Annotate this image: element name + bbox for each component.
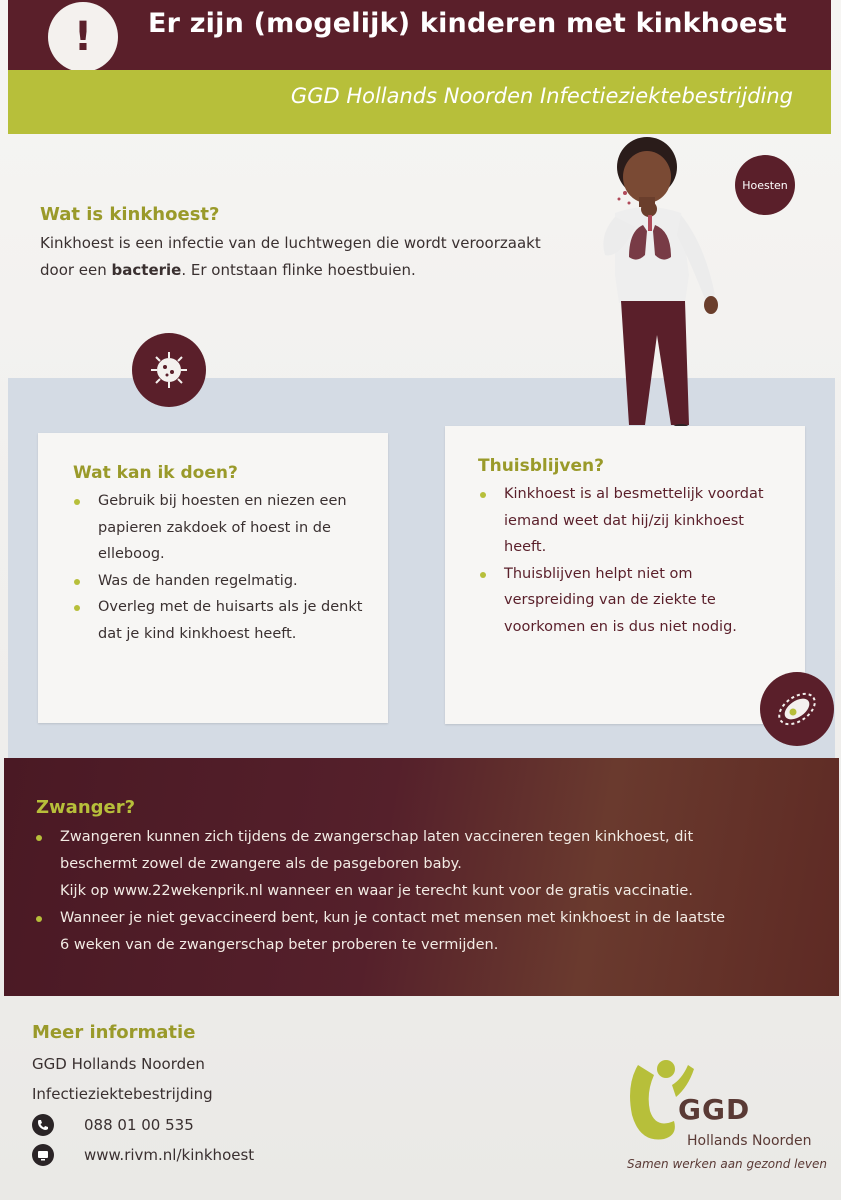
org-department: Infectieziektebestrijding (32, 1085, 213, 1103)
page-subtitle: GGD Hollands Noorden Infectieziektebestrijding (290, 84, 793, 108)
intro-text-part: . Er ontstaan flinke hoestbuien. (181, 261, 416, 279)
list-item: Kinkhoest is al besmettelijk voordat iemand weet dat hij/zij kinkhoest heeft. (478, 481, 778, 561)
logo-text: GGD (678, 1093, 751, 1126)
list-item (34, 824, 814, 905)
list-item-line: Kijk op www.22wekenprik.nl wanneer en waar je terecht kunt voor de gratis vaccinatie. (60, 883, 693, 899)
intro-text-part: Kinkhoest is een infectie van de luchtwegen die wordt veroorzaakt door een (40, 234, 541, 279)
stay-home-card (445, 426, 805, 724)
logo-slogan: Samen werken aan gezond leven (627, 1157, 827, 1171)
list-item: Thuisblijven helpt niet om verspreiding van de ziekte te voorkomen en is dus niet nodig. (478, 561, 778, 641)
what-can-i-do-heading: Wat kan ik doen? (73, 463, 238, 483)
list-item-line: Wanneer je niet gevaccineerd bent, kun je contact met mensen met kinkhoest in de laatste (60, 910, 726, 926)
website-row (32, 1144, 254, 1166)
phone-icon (32, 1114, 54, 1136)
list-item: Gebruik bij hoesten en niezen een papieren zakdoek of hoest in de elleboog. (72, 488, 367, 568)
pregnancy-section (4, 758, 839, 996)
list-item-line: beschermt zowel de zwangere als de pasgeboren baby. (60, 856, 462, 872)
pregnancy-list (34, 824, 814, 959)
list-item-line: Zwangeren kunnen zich tijdens de zwangerschap laten vaccineren tegen kinkhoest, dit (60, 829, 694, 845)
stay-home-list (478, 481, 778, 640)
page-title: Er zijn (mogelijk) kinderen met kinkhoest (148, 8, 787, 39)
coughing-child-illustration (585, 135, 745, 455)
more-info-heading: Meer informatie (32, 1022, 196, 1043)
intro-text-bold: bacterie (111, 261, 182, 279)
cough-badge: Hoesten (735, 155, 795, 215)
exclamation-icon: ! (48, 2, 118, 72)
header-bar (8, 0, 831, 70)
what-can-i-do-card (38, 433, 388, 723)
what-can-i-do-list (72, 488, 367, 647)
list-item-line: 6 weken van de zwangerschap beter proberen te vermijden. (60, 937, 499, 953)
phone-row (32, 1114, 194, 1136)
stay-home-heading: Thuisblijven? (478, 456, 604, 476)
virus-glyph (147, 348, 191, 392)
virus-icon (132, 333, 206, 407)
logo-region: Hollands Noorden (687, 1133, 812, 1149)
list-item (34, 905, 814, 959)
pregnancy-heading: Zwanger? (36, 797, 136, 818)
monitor-icon (32, 1144, 54, 1166)
intro-heading: Wat is kinkhoest? (40, 204, 220, 225)
org-name: GGD Hollands Noorden (32, 1055, 205, 1073)
list-item: Was de handen regelmatig. (72, 568, 367, 595)
subtitle-bar (8, 70, 831, 134)
bacteria-glyph (771, 683, 823, 735)
phone-number[interactable]: 088 01 00 535 (84, 1116, 194, 1134)
list-item: Overleg met de huisarts als je denkt dat je kind kinkhoest heeft. (72, 594, 367, 647)
intro-text (40, 230, 560, 284)
website-link[interactable]: www.rivm.nl/kinkhoest (84, 1146, 255, 1164)
bacteria-icon (760, 672, 834, 746)
